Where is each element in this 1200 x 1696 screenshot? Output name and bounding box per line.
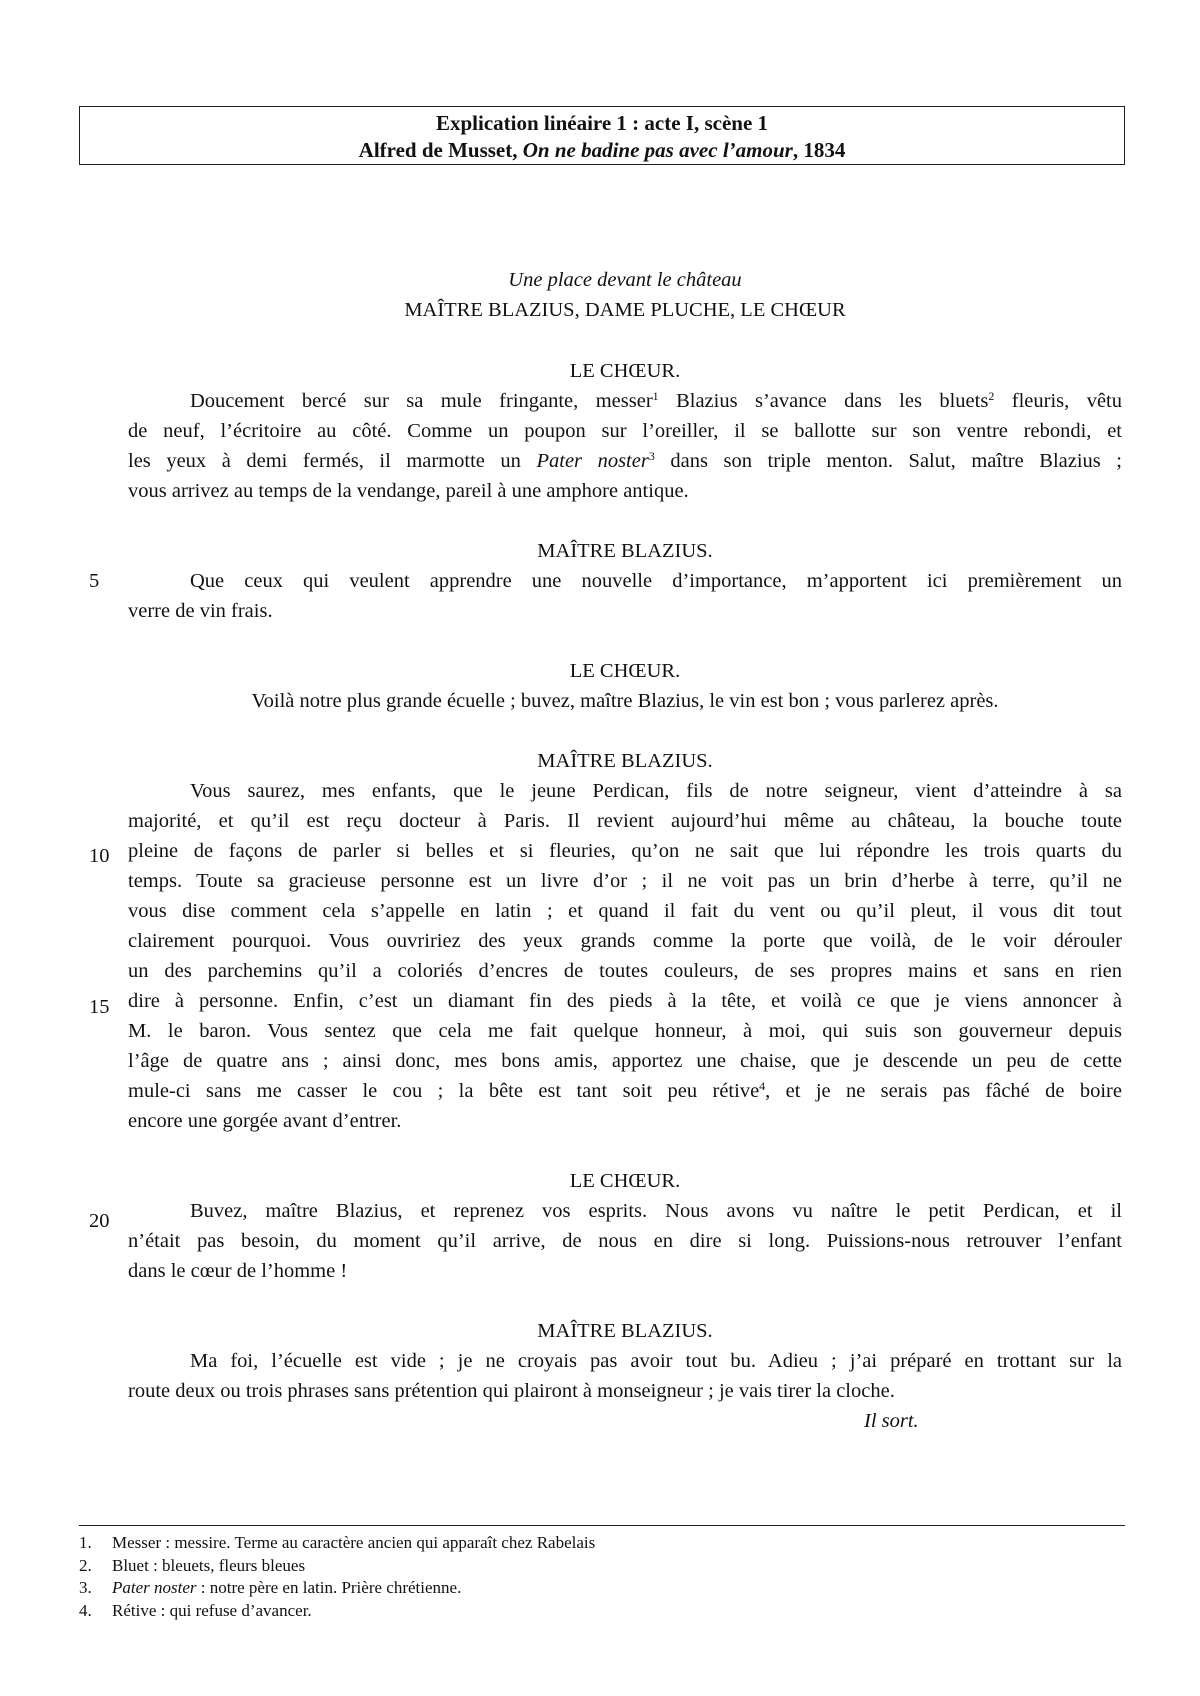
speaker-choeur: LE CHŒUR. xyxy=(569,360,681,382)
line-number-20: 20 xyxy=(89,1210,110,1232)
text-line: de neuf, l’écritoire au côté. Comme un poupon sur l’oreiller, il se ballotte sur son ventre rebondi, et xyxy=(128,420,1122,442)
text-line: majorité, et qu’il est reçu docteur à Paris. Il revient aujourd’hui même au château, la bouche toute xyxy=(128,810,1122,832)
text-line: les yeux à demi fermés, il marmotte un Pater noster$^3$ dans son triple menton. Salut, maître Blazius ; xyxy=(128,449,1123,472)
text-line: vous dise comment cela s’appelle en latin ; et quand il fait du vent ou qu’il pleut, il vous dit tout xyxy=(128,900,1122,922)
year: , 1834 xyxy=(792,138,846,162)
text-line: Que ceux qui veulent apprendre une nouvelle d’importance, m’apportent ici premièrement un xyxy=(190,570,1122,592)
text-line: Vous saurez, mes enfants, que le jeune Perdican, fils de notre seigneur, vient d’atteindre à sa xyxy=(190,780,1122,802)
text-line: mule-ci sans me casser le cou ; la bête est tant soit peu rétive$^4$, et je ne serais pas fâché de boire xyxy=(128,1079,1122,1102)
text-line: temps. Toute sa gracieuse personne est un livre d’or ; il ne voit pas un brin d’herbe à terre, qu’il ne xyxy=(128,870,1122,892)
speaker-blazius: MAÎTRE BLAZIUS. xyxy=(537,540,713,562)
speaker-blazius: MAÎTRE BLAZIUS. xyxy=(537,1320,713,1342)
text-line: Doucement bercé sur sa mule fringante, messer$^1$ Blazius s’avance dans les bluets$^2$ fleuris, vêtu xyxy=(190,389,1122,412)
text-line: n’était pas besoin, du moment qu’il arrive, de nous en dire si long. Puissions-nous retrouver l’enfant xyxy=(128,1230,1122,1252)
text-line: vous arrivez au temps de la vendange, pareil à une amphore antique. xyxy=(128,480,689,502)
stage-setting: Une place devant le château xyxy=(508,269,742,291)
text-line: pleine de façons de parler si belles et si fleuries, qu’on ne sait que lui répondre les trois quarts du xyxy=(128,840,1122,862)
speaker-blazius: MAÎTRE BLAZIUS. xyxy=(537,750,713,772)
text-line: Voilà notre plus grande écuelle ; buvez, maître Blazius, le vin est bon ; vous parlerez après. xyxy=(251,690,999,712)
line-number-15: 15 xyxy=(89,996,110,1018)
document-title: Explication linéaire 1 : acte I, scène 1 xyxy=(435,111,769,135)
character-list: MAÎTRE BLAZIUS, DAME PLUCHE, LE CHŒUR xyxy=(404,299,846,321)
line-number-5: 5 xyxy=(89,570,100,592)
document-subtitle xyxy=(80,137,1124,164)
speaker-choeur: LE CHŒUR. xyxy=(569,660,681,682)
text-line: encore une gorgée avant d’entrer. xyxy=(128,1110,402,1132)
author: Alfred de Musset, xyxy=(358,138,523,162)
text-line: Ma foi, l’écuelle est vide ; je ne croyais pas avoir tout bu. Adieu ; j’ai préparé en trottant sur la xyxy=(190,1350,1122,1372)
text-line: clairement pourquoi. Vous ouvririez des yeux grands comme la porte que voilà, de le voir dérouler xyxy=(128,930,1122,952)
footnote-divider xyxy=(79,1525,1125,1526)
text-line: route deux ou trois phrases sans prétention qui plairont à monseigneur ; je vais tirer la cloche. xyxy=(128,1380,895,1402)
text-line: M. le baron. Vous sentez que cela me fait quelque honneur, à moi, qui suis son gouverneur depuis xyxy=(128,1020,1122,1042)
speaker-choeur: LE CHŒUR. xyxy=(569,1170,681,1192)
text-line: verre de vin frais. xyxy=(128,600,273,622)
text-line: dans le cœur de l’homme ! xyxy=(128,1260,348,1282)
line-number-10: 10 xyxy=(89,845,110,867)
stage-direction: Il sort. xyxy=(864,1410,919,1432)
work-title: On ne badine pas avec l’amour xyxy=(522,138,793,162)
text-line: Buvez, maître Blazius, et reprenez vos esprits. Nous avons vu naître le petit Perdican, et il xyxy=(190,1200,1122,1222)
title-box xyxy=(79,106,1125,165)
text-line: dire à personne. Enfin, c’est un diamant fin des pieds à la tête, et voilà ce que je viens annoncer à xyxy=(128,990,1122,1012)
text-line: un des parchemins qu’il a coloriés d’encres de toutes couleurs, de ses propres mains et sans en rien xyxy=(128,960,1122,982)
text-line: l’âge de quatre ans ; ainsi donc, mes bons amis, apportez une chaise, que je descende un peu de cette xyxy=(128,1050,1122,1072)
